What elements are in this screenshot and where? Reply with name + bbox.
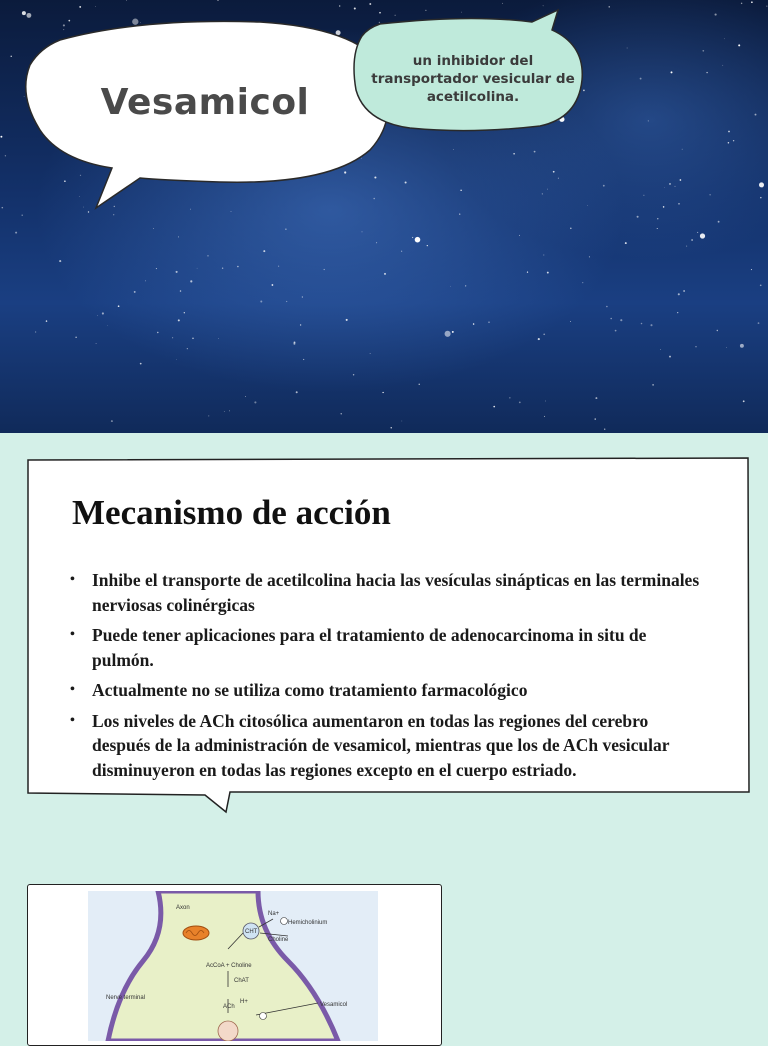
diagram-card <box>27 884 442 1046</box>
section-heading: Mecanismo de acción <box>72 493 391 532</box>
list-item <box>70 623 710 672</box>
bullet-text: Puede tener aplicaciones para el tratamiento de adenocarcinoma in situ de pulmón. <box>92 625 647 670</box>
mechanism-bullet-list <box>70 568 710 788</box>
inhibition-icon <box>260 1013 267 1020</box>
list-item <box>70 709 710 783</box>
inhibition-icon <box>281 918 288 925</box>
bullet-icon: • <box>70 682 75 697</box>
ach-label: ACh <box>223 1004 235 1010</box>
list-item <box>70 678 710 703</box>
bullet-icon: • <box>70 572 75 587</box>
bullet-icon: • <box>70 712 75 728</box>
bullet-text: Los niveles de ACh citosólica aumentaron en todas las regiones del cerebro después de la administración de vesamicol, mientras que los de ACh vesicular disminuyeron en todas las regiones excepto en el cuerpo estriado. <box>92 710 670 780</box>
accoa-choline-label: AcCoA + Choline <box>206 963 252 969</box>
nerve-terminal-label: Nerve terminal <box>106 995 146 1001</box>
vesamicol-label: Vesamicol <box>320 1002 348 1008</box>
vesicle-icon <box>218 1021 238 1041</box>
choline-label: Choline <box>268 937 289 943</box>
bullet-icon: • <box>70 627 75 642</box>
mitochondrion-icon <box>183 926 209 940</box>
hero-slide <box>0 0 768 433</box>
list-item <box>70 568 710 617</box>
cht-label: CHT <box>245 929 258 935</box>
proton-label: H+ <box>240 999 248 1005</box>
na-label: Na+ <box>268 911 280 917</box>
hemicholinium-label: Hemicholinium <box>288 920 328 926</box>
chat-label: ChAT <box>234 978 249 984</box>
page-title: Vesamicol <box>100 82 310 123</box>
axon-label: Axon <box>176 905 190 911</box>
bullet-text: Actualmente no se utiliza como tratamiento farmacológico <box>92 680 528 700</box>
bullet-text: Inhibe el transporte de acetilcolina hacia las vesículas sinápticas en las terminales nerviosas colinérgicas <box>92 570 700 615</box>
page-subtitle: un inhibidor del transportador vesicular de acetilcolina. <box>371 53 575 105</box>
cholinergic-terminal-diagram <box>88 891 378 1041</box>
